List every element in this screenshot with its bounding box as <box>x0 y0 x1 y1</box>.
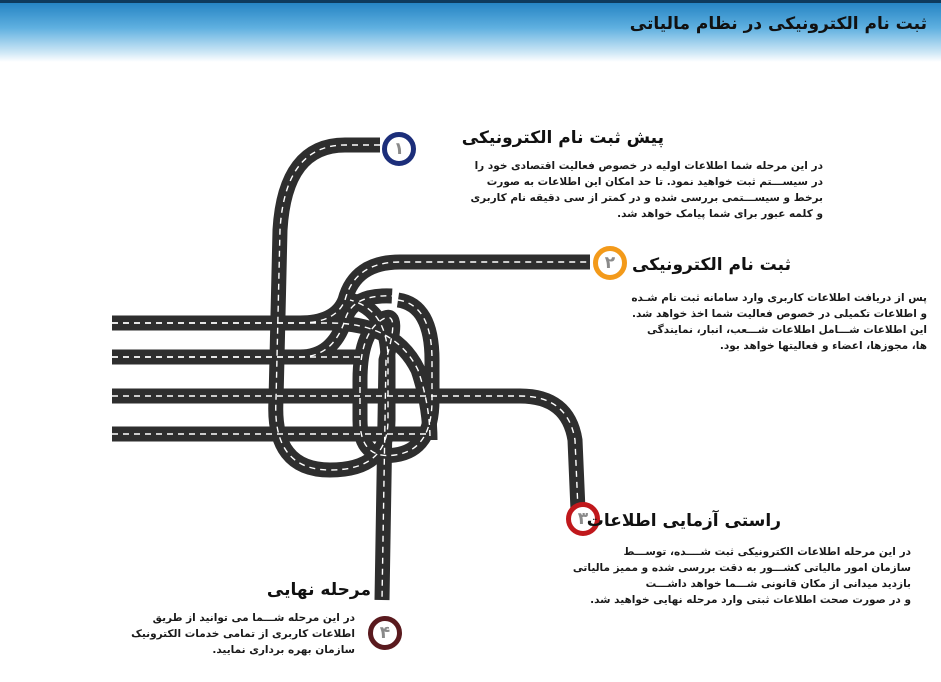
step-2-line: این اطلاعات شـــامل اطلاعات شـــعب، انبار، نمایندگی <box>647 324 927 336</box>
step-3-line: سازمان امور مالیاتی کشـــور به دقت بررسی شده و ممیز مالیاتی <box>572 562 911 574</box>
step-1-badge <box>382 132 416 166</box>
step-1-number: ۱ <box>393 139 405 159</box>
step-2-title: ثبت نام الکترونیکی <box>632 255 791 275</box>
step-4-number: ۴ <box>379 623 391 643</box>
page-title: ثبت نام الکترونیکی در نظام مالیاتی <box>629 14 927 34</box>
step-3-title: راستی آزمایی اطلاعات <box>586 511 781 531</box>
step-4-badge <box>368 616 402 650</box>
step-1-line: در این مرحله شما اطلاعات اولیه در خصوص فعالیت اقتصادی خود را <box>474 160 823 172</box>
step-4-title: مرحله نهایی <box>266 580 371 600</box>
step-1-line: و کلمه عبور برای شما پیامک خواهد شد. <box>617 208 823 220</box>
step-3-number: ۳ <box>577 509 589 529</box>
step-3-line: بازدید میدانی از مکان قانونی شـــما خواهد داشـــت <box>645 578 911 590</box>
step-3-line: و در صورت صحت اطلاعات ثبتی وارد مرحله نهایی خواهید شد. <box>590 594 911 606</box>
step-1-title: پیش ثبت نام الکترونیکی <box>461 128 664 148</box>
step-3-line: در این مرحله اطلاعات الکترونیکی ثبت شــــده، توســـط <box>623 546 911 558</box>
step-2-text <box>597 290 927 354</box>
step-4-text <box>95 610 355 658</box>
step-1-line: برخط و سیســـتمی بررسی شده و در کمتر از سی دقیقه نام کاربری <box>470 192 823 204</box>
step-4-line: در این مرحله شـــما می توانید از طریق <box>152 612 355 624</box>
step-2-line: پس از دریافت اطلاعات کاربری وارد سامانه ثبت نام شـده <box>631 292 927 304</box>
step-1-line: در سیســـتم ثبت خواهید نمود. تا حد امکان این اطلاعات به صورت <box>486 176 823 188</box>
step-1-text <box>443 158 823 222</box>
step-2-badge <box>593 246 627 280</box>
step-2-line: ها، مجوزها، اعضاء و فعالیتها خواهد بود. <box>719 340 927 352</box>
step-2-number: ۲ <box>604 253 616 273</box>
step-3-text <box>541 544 911 608</box>
step-4-line: اطلاعات کاربری از تمامی خدمات الکترونیک <box>131 628 355 640</box>
step-2-line: و اطلاعات تکمیلی در خصوص فعالیت شما اخذ خواهد شد. <box>632 308 927 320</box>
step-4-line: سازمان بهره برداری نمایید. <box>212 644 355 656</box>
